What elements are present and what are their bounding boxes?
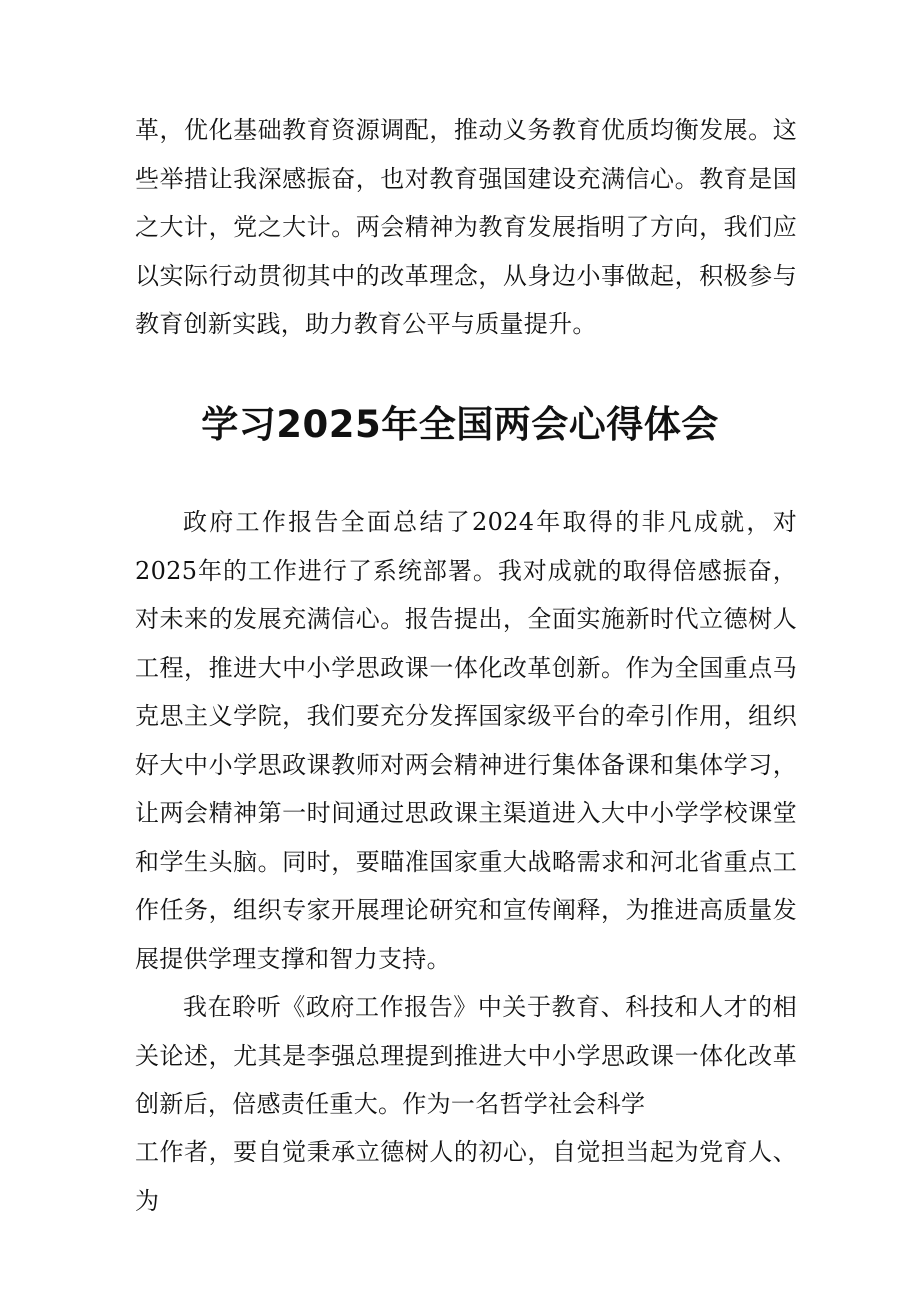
- body-paragraph-2: 我在聆听《政府工作报告》中关于教育、科技和人才的相关论述，尤其是李强总理提到推进大中小学思政课一体化改革创新后，倍感责任重大。作为一名哲学社会科学: [135, 993, 797, 1118]
- document-title: 学习2025年全国两会心得体会: [201, 403, 719, 446]
- continued-paragraph: 革，优化基础教育资源调配，推动义务教育优质均衡发展。这些举措让我深感振奋，也对教育强国建设充满信心。教育是国之大计，党之大计。两会精神为教育发展指明了方向，我们应以实际行动贯彻其中的改革理念，从身边小事做起，积极参与教育创新实践，助力教育公平与质量提升。: [135, 116, 797, 338]
- continued-text-section: [135, 106, 797, 349]
- trailing-text-section: [135, 1128, 797, 1225]
- body-text-section: [135, 498, 797, 1129]
- body-paragraph-1: 政府工作报告全面总结了2024年取得的非凡成就，对2025年的工作进行了系统部署。我对成就的取得倍感振奋，对未来的发展充满信心。报告提出，全面实施新时代立德树人工程，推进大中小学思政课一体化改革创新。作为全国重点马克思主义学院，我们要充分发挥国家级平台的牵引作用，组织好大中小学思政课教师对两会精神进行集体备课和集体学习，让两会精神第一时间通过思政课主渠道进入大中小学学校课堂和学生头脑。同时，要瞄准国家重大战略需求和河北省重点工作任务，组织专家开展理论研究和宣传阐释，为推进高质量发展提供学理支撑和智力支持。: [135, 508, 797, 973]
- trailing-line: 工作者，要自觉秉承立德树人的初心，自觉担当起为党育人、为: [135, 1138, 797, 1215]
